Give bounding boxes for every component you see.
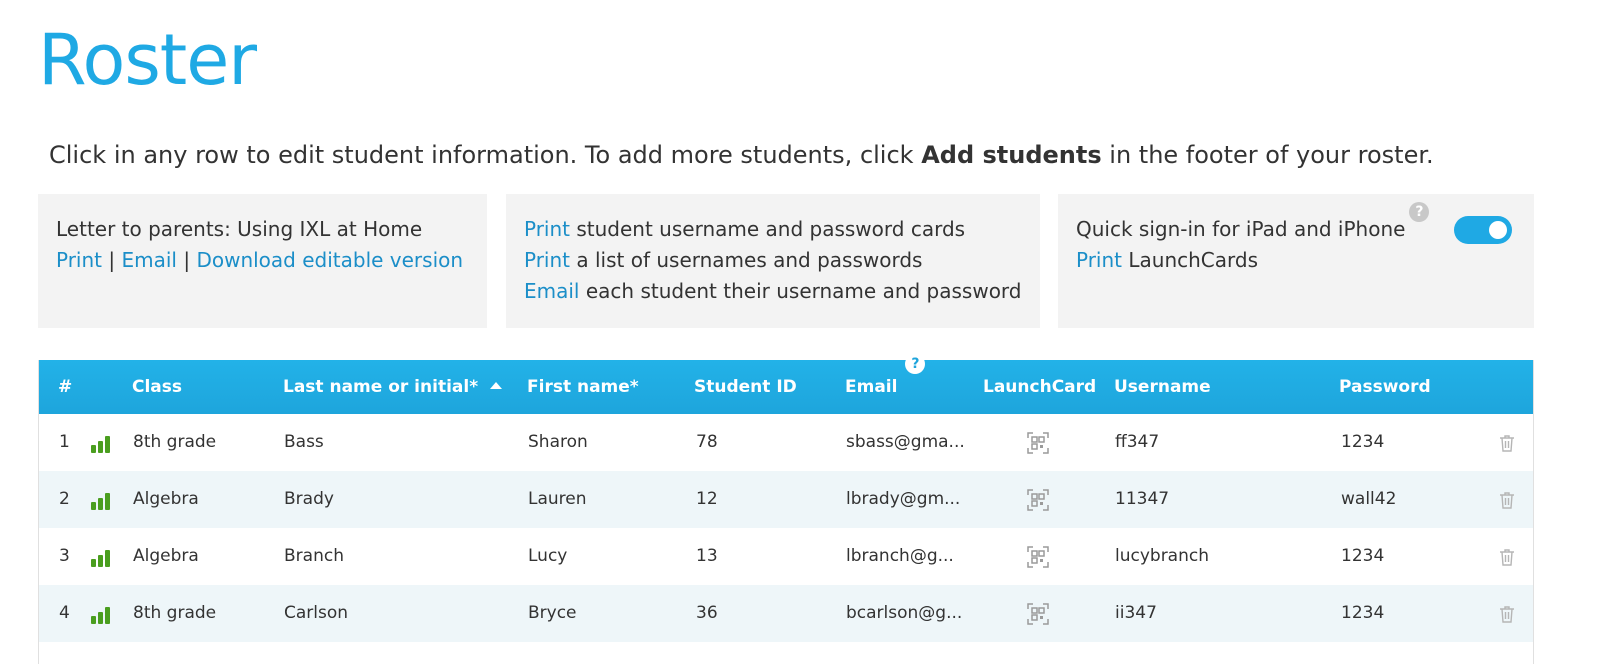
signal-bars-icon [91, 606, 113, 624]
cell-last-name: Carlson [284, 603, 349, 623]
trash-icon[interactable] [1499, 605, 1515, 623]
parent-letter-download-link[interactable]: Download editable version [196, 248, 464, 272]
quick-signin-title: Quick sign-in for iPad and iPhone [1076, 217, 1406, 241]
cell-class: 8th grade [133, 432, 217, 452]
header-username[interactable]: Username [1114, 377, 1211, 397]
help-icon[interactable]: ? [905, 354, 925, 374]
trash-icon[interactable] [1499, 434, 1515, 452]
instructions-text: Click in any row to edit student information. To add more students, click [49, 141, 922, 169]
print-list-link[interactable]: Print [524, 248, 571, 272]
page-title: Roster [38, 19, 257, 101]
print-list-text: a list of usernames and passwords [570, 248, 923, 272]
quick-signin-toggle[interactable] [1454, 216, 1512, 244]
cell-first-name: Lucy [528, 546, 568, 566]
cell-student-id: 36 [696, 603, 718, 623]
header-email-label: Email [845, 377, 898, 397]
launchcards-text: LaunchCards [1122, 248, 1259, 272]
table-row[interactable] [39, 585, 1533, 642]
cell-password: 1234 [1341, 432, 1385, 452]
sort-ascending-icon [490, 382, 502, 389]
cell-password: 1234 [1341, 603, 1385, 623]
toggle-knob [1489, 221, 1507, 239]
row-number: 1 [59, 432, 70, 452]
separator: | [108, 248, 116, 272]
header-email[interactable] [845, 356, 925, 414]
cell-student-id: 12 [696, 489, 718, 509]
cell-username: 11347 [1115, 489, 1170, 509]
cell-class: Algebra [133, 489, 199, 509]
instructions-bold: Add students [921, 141, 1102, 169]
cell-username: ii347 [1115, 603, 1157, 623]
cell-last-name: Bass [284, 432, 324, 452]
qr-code-icon[interactable] [1027, 603, 1049, 625]
cell-username: lucybranch [1115, 546, 1209, 566]
header-student-id[interactable]: Student ID [694, 377, 797, 397]
header-last-name[interactable] [283, 360, 502, 414]
cell-email: bcarlson@g... [846, 603, 963, 623]
qr-code-icon[interactable] [1027, 432, 1049, 454]
header-password[interactable]: Password [1339, 377, 1431, 397]
qr-code-icon[interactable] [1027, 489, 1049, 511]
separator: | [183, 248, 191, 272]
cell-username: ff347 [1115, 432, 1160, 452]
table-row[interactable] [39, 471, 1533, 528]
cell-class: Algebra [133, 546, 199, 566]
quick-signin-panel [1058, 194, 1534, 328]
instructions [49, 138, 1434, 172]
cell-student-id: 13 [696, 546, 718, 566]
cell-class: 8th grade [133, 603, 217, 623]
parent-letter-email-link[interactable]: Email [121, 248, 177, 272]
instructions-text-end: in the footer of your roster. [1101, 141, 1434, 169]
signal-bars-icon [91, 492, 113, 510]
help-icon[interactable]: ? [1409, 202, 1429, 222]
cell-last-name: Brady [284, 489, 334, 509]
trash-icon[interactable] [1499, 491, 1515, 509]
row-number: 2 [59, 489, 70, 509]
header-first-name[interactable]: First name* [527, 377, 639, 397]
credentials-panel [506, 194, 1040, 328]
cell-email: lbrady@gm... [846, 489, 961, 509]
header-class[interactable]: Class [132, 377, 183, 397]
table-row[interactable] [39, 528, 1533, 585]
print-cards-link[interactable]: Print [524, 217, 571, 241]
signal-bars-icon [91, 435, 113, 453]
parent-letter-panel [38, 194, 487, 328]
cell-email: lbranch@g... [846, 546, 954, 566]
print-cards-text: student username and password cards [570, 217, 966, 241]
cell-last-name: Branch [284, 546, 344, 566]
print-launchcards-link[interactable]: Print [1076, 248, 1123, 272]
parent-letter-title: Letter to parents: Using IXL at Home [56, 217, 423, 241]
cell-first-name: Sharon [528, 432, 588, 452]
cell-password: wall42 [1341, 489, 1397, 509]
cell-email: sbass@gma... [846, 432, 965, 452]
roster-table [38, 356, 1534, 664]
signal-bars-icon [91, 549, 113, 567]
cell-student-id: 78 [696, 432, 718, 452]
cell-first-name: Bryce [528, 603, 577, 623]
cell-password: 1234 [1341, 546, 1385, 566]
email-students-link[interactable]: Email [524, 279, 580, 303]
qr-code-icon[interactable] [1027, 546, 1049, 568]
header-launchcard[interactable]: LaunchCard [983, 377, 1097, 397]
cell-first-name: Lauren [528, 489, 587, 509]
trash-icon[interactable] [1499, 548, 1515, 566]
email-students-text: each student their username and password [579, 279, 1022, 303]
header-number[interactable]: # [58, 377, 73, 397]
row-number: 3 [59, 546, 70, 566]
table-row[interactable] [39, 414, 1533, 471]
header-last-name-label: Last name or initial* [283, 377, 479, 397]
table-header [39, 356, 1533, 414]
row-number: 4 [59, 603, 70, 623]
parent-letter-print-link[interactable]: Print [56, 248, 103, 272]
